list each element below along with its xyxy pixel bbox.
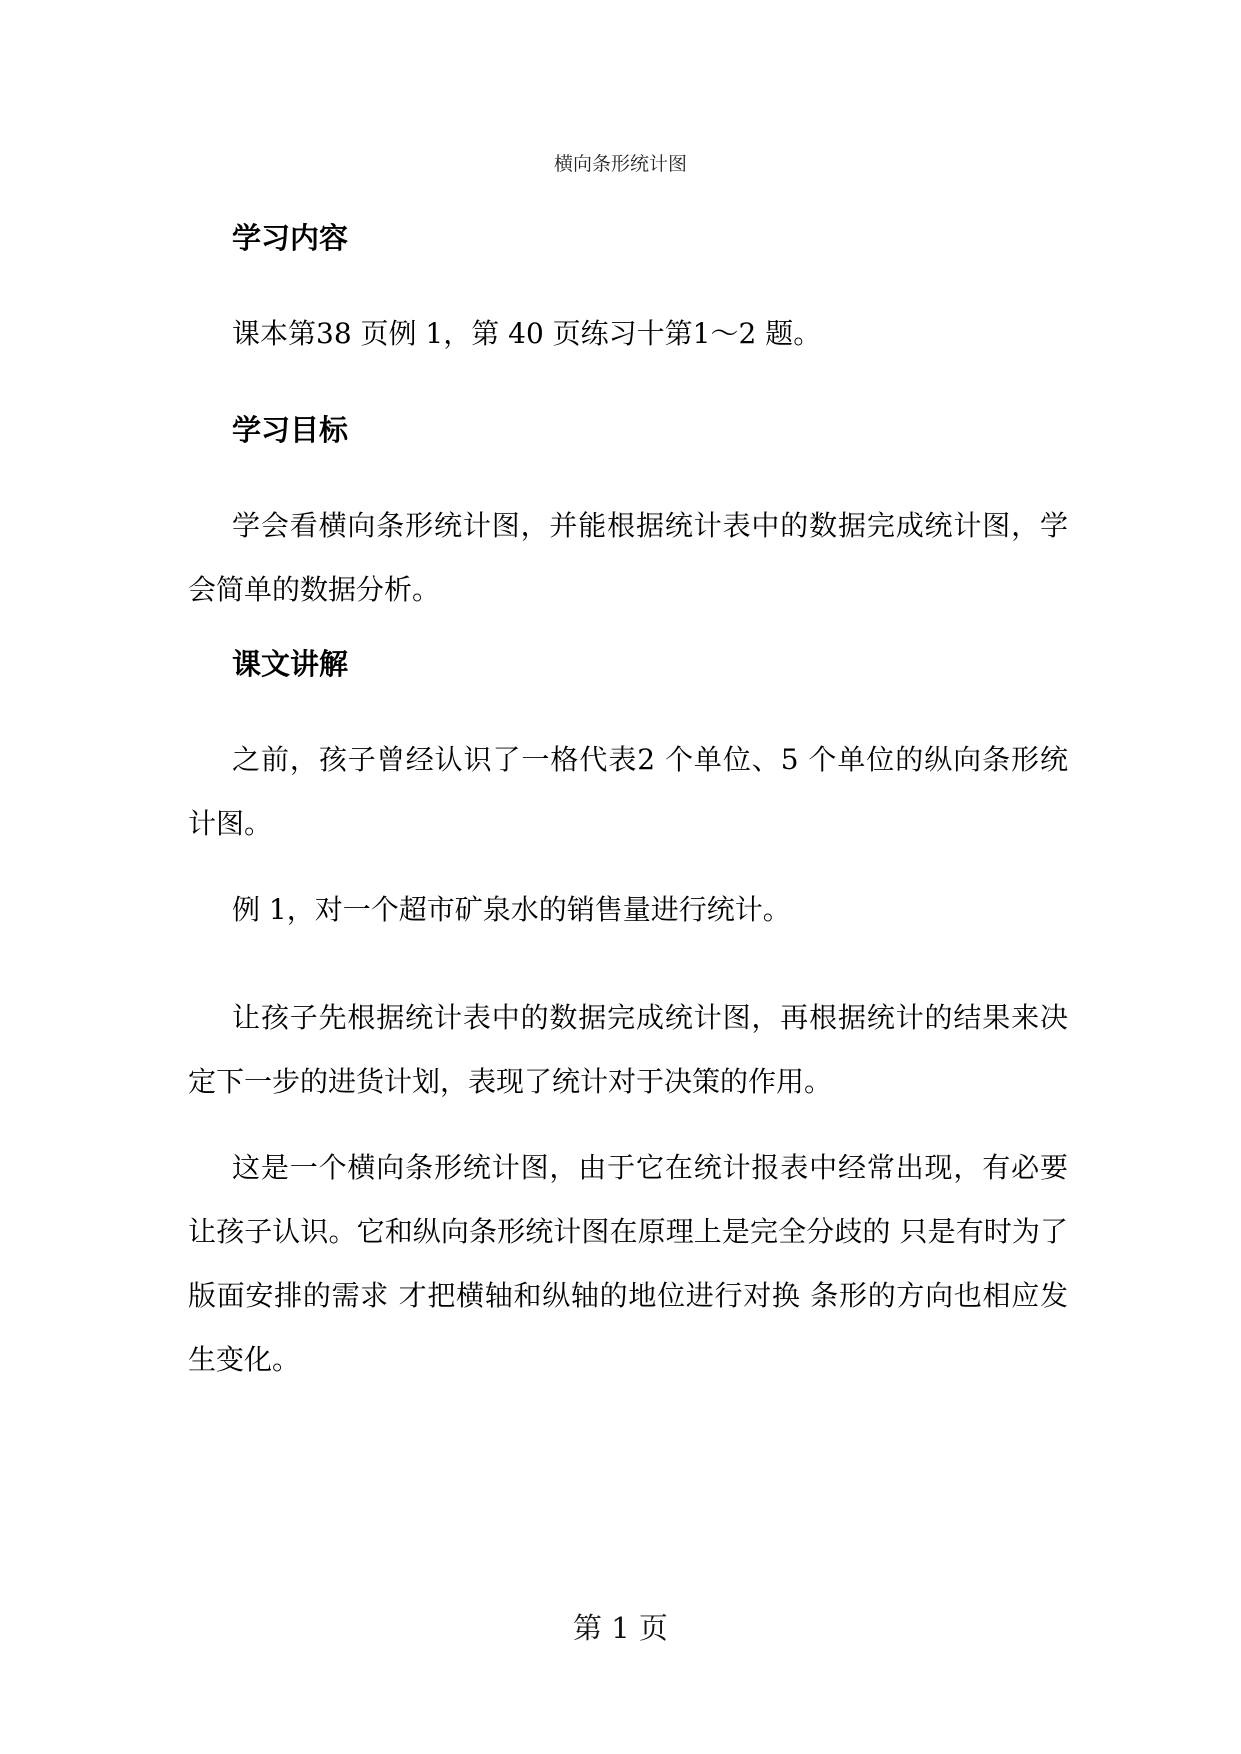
page-number: 第 1 页	[573, 1611, 668, 1645]
paragraph-lesson-1: 之前，孩子曾经认识了一格代表2 个单位、5 个单位的纵向条形统计图。	[188, 743, 1068, 840]
section-heading-content: 学习内容	[232, 221, 349, 255]
section-heading-lesson: 课文讲解	[232, 647, 349, 681]
paragraph-lesson-2: 例 1，对一个超市矿泉水的销售量进行统计。	[232, 893, 791, 926]
paragraph-goal: 学会看横向条形统计图，并能根据统计表中的数据完成统计图，学会简单的数据分析。	[188, 509, 1068, 606]
section-heading-goal: 学习目标	[232, 413, 349, 447]
document-body	[188, 218, 1068, 1414]
paragraph-content: 课本第38 页例 1，第 40 页练习十第1～2 题。	[232, 317, 822, 350]
page-header-title: 横向条形统计图	[553, 153, 687, 175]
paragraph-lesson-4: 这是一个横向条形统计图，由于它在统计报表中经常出现，有必要让孩子认识。它和纵向条形统计图在原理上是完全分歧的 只是有时为了版面安排的需求 才把横轴和纵轴的地位进行对换 条形的方向也相应发生变化。	[188, 1151, 1068, 1376]
paragraph-lesson-3: 让孩子先根据统计表中的数据完成统计图，再根据统计的结果来决定下一步的进货计划，表现了统计对于决策的作用。	[188, 1001, 1068, 1098]
